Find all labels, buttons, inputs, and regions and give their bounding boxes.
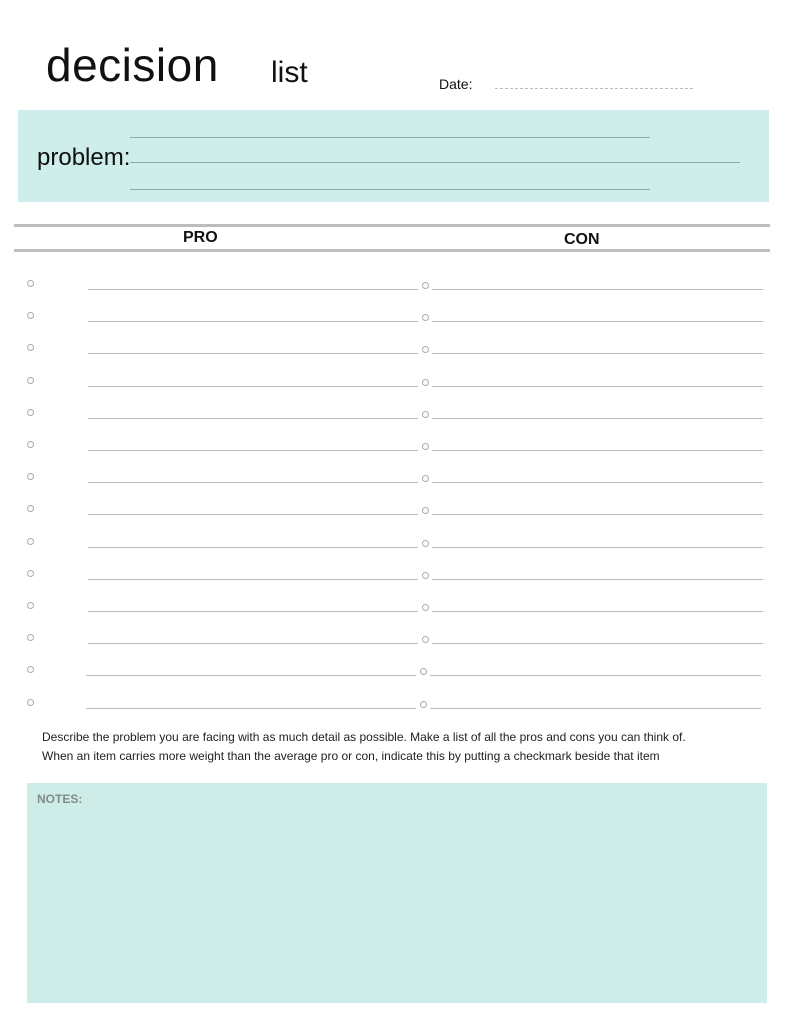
pro-bullet-3[interactable] [27, 344, 34, 351]
con-line-1[interactable] [432, 289, 763, 290]
pro-line-7[interactable] [88, 482, 418, 483]
pro-bullet-6[interactable] [27, 441, 34, 448]
pro-bullet-14[interactable] [27, 699, 34, 706]
pro-bullet-7[interactable] [27, 473, 34, 480]
instructions-line-2: When an item carries more weight than the average pro or con, indicate this by putting a checkmark beside that item [42, 749, 660, 763]
date-field-line[interactable] [495, 88, 693, 89]
problem-line-2[interactable] [130, 162, 740, 163]
con-line-7[interactable] [432, 482, 763, 483]
pro-line-10[interactable] [88, 579, 418, 580]
con-line-10[interactable] [432, 579, 763, 580]
con-line-6[interactable] [432, 450, 763, 451]
con-line-9[interactable] [432, 547, 763, 548]
pro-bullet-4[interactable] [27, 377, 34, 384]
pro-bullet-10[interactable] [27, 570, 34, 577]
notes-panel[interactable] [27, 783, 767, 1003]
con-line-14[interactable] [430, 708, 761, 709]
con-column-header: CON [564, 231, 600, 248]
con-bullet-7[interactable] [422, 475, 429, 482]
con-line-3[interactable] [432, 353, 763, 354]
pro-line-9[interactable] [88, 547, 418, 548]
pro-bullet-8[interactable] [27, 505, 34, 512]
con-bullet-11[interactable] [422, 604, 429, 611]
instructions [42, 728, 762, 766]
problem-line-1[interactable] [130, 137, 650, 138]
con-bullet-13[interactable] [420, 668, 427, 675]
con-line-2[interactable] [432, 321, 763, 322]
header-rule-bottom [14, 249, 770, 252]
header-rule-top [14, 224, 770, 227]
pro-column-header: PRO [183, 229, 218, 246]
pro-line-4[interactable] [88, 386, 418, 387]
con-bullet-12[interactable] [422, 636, 429, 643]
pro-line-14[interactable] [86, 708, 416, 709]
pro-line-5[interactable] [88, 418, 418, 419]
instructions-line-1: Describe the problem you are facing with as much detail as possible. Make a list of all the pros and cons you can think of. [42, 730, 686, 744]
pro-bullet-2[interactable] [27, 312, 34, 319]
notes-label: NOTES: [37, 792, 83, 806]
pro-bullet-9[interactable] [27, 538, 34, 545]
pro-bullet-5[interactable] [27, 409, 34, 416]
pro-line-12[interactable] [88, 643, 418, 644]
con-bullet-4[interactable] [422, 379, 429, 386]
pro-bullet-1[interactable] [27, 280, 34, 287]
con-bullet-8[interactable] [422, 507, 429, 514]
problem-line-3[interactable] [130, 189, 650, 190]
con-bullet-14[interactable] [420, 701, 427, 708]
pro-bullet-12[interactable] [27, 634, 34, 641]
pro-bullet-11[interactable] [27, 602, 34, 609]
pro-line-2[interactable] [88, 321, 418, 322]
con-line-13[interactable] [430, 675, 761, 676]
problem-label: problem: [37, 144, 131, 171]
con-bullet-6[interactable] [422, 443, 429, 450]
pro-bullet-13[interactable] [27, 666, 34, 673]
con-bullet-9[interactable] [422, 540, 429, 547]
con-bullet-2[interactable] [422, 314, 429, 321]
con-line-11[interactable] [432, 611, 763, 612]
con-line-8[interactable] [432, 514, 763, 515]
pro-line-1[interactable] [88, 289, 418, 290]
con-bullet-5[interactable] [422, 411, 429, 418]
page-subtitle: list [271, 56, 308, 89]
pro-line-6[interactable] [88, 450, 418, 451]
date-label: Date: [439, 76, 473, 92]
pro-line-8[interactable] [88, 514, 418, 515]
pro-line-13[interactable] [86, 675, 416, 676]
con-bullet-10[interactable] [422, 572, 429, 579]
pro-line-11[interactable] [88, 611, 418, 612]
con-line-12[interactable] [432, 643, 763, 644]
con-line-4[interactable] [432, 386, 763, 387]
page-title: decision [46, 39, 219, 91]
con-bullet-3[interactable] [422, 346, 429, 353]
con-line-5[interactable] [432, 418, 763, 419]
pro-line-3[interactable] [88, 353, 418, 354]
con-bullet-1[interactable] [422, 282, 429, 289]
